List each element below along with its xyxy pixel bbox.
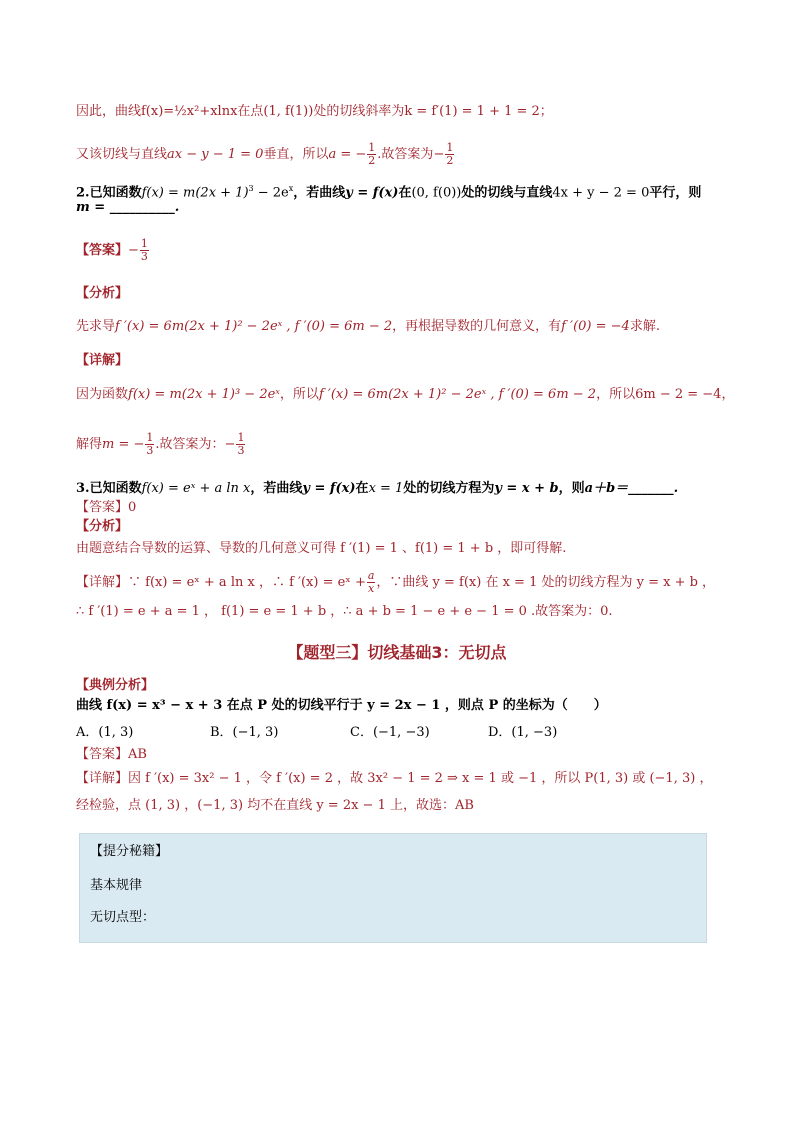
tip-box <box>79 833 707 943</box>
q3-answer: 【答案】0 <box>76 500 137 515</box>
p1-line2: 又该切线与直线ax − y − 1 = 0垂直，所以a = − $\frac{1}{2}$ .故答案为− $\frac{1}{2}$ <box>76 141 454 167</box>
q2-stem-line1: 2.已知函数$f(x) = m(2x + 1)^3 - 2e^x$，若曲线y = f(x)在(0, f(0))处的切线与直线4x + y − 2 = 0平行，则 <box>76 184 702 201</box>
q2-solve: 解得m = − $\frac{1}{3}$ .故答案为：− $\frac{1}{3}$ <box>76 431 245 457</box>
q3-analysis-tag: 【分析】 <box>76 519 129 534</box>
example-detail-line1: 【详解】因 f ′(x) = 3x² − 1 ，令 f ′(x) = 2 ，故 3x² − 1 = 2 ⇒ x = 1 或 −1 ，所以 P(1, 3) 或 (−1, 3) ， <box>76 771 713 786</box>
q2-answer: 【答案】− $\frac{1}{3}$ <box>76 237 148 263</box>
q3-stem: 3.已知函数f(x) = eˣ + a ln x，若曲线y = f(x)在x = 1处的切线方程为y = x + b，则a＋b＝_______. <box>76 481 679 496</box>
section-title: 【题型三】切线基础3：无切点 <box>287 643 507 662</box>
tip-box-line1: 基本规律 <box>90 878 143 893</box>
option-c: C．(−1, −3) <box>350 725 430 740</box>
q3-detail-line1: 【详解】∵ f(x) = eˣ + a ln x ，∴ f ′(x) = eˣ + $\frac{a}{x}$ ，∵曲线 y = f(x) 在 x = 1 处的切线方程为 y = x + b ， <box>76 569 716 595</box>
q2-analysis: 先求导f ′(x) = 6m(2x + 1)² − 2eˣ , f ′(0) = 6m − 2，再根据导数的几何意义，有f ′(0) = −4求解. <box>76 319 660 334</box>
q2-detail: 因为函数f(x) = m(2x + 1)³ − 2eˣ，所以f ′(x) = 6m(2x + 1)² − 2eˣ , f ′(0) = 6m − 2，所以6m − 2 = −4， <box>76 387 735 402</box>
option-a: A．(1, 3) <box>76 725 134 740</box>
q2-detail-tag: 【详解】 <box>76 353 129 368</box>
example-question: 曲线 f(x) = x³ − x + 3 在点 P 处的切线平行于 y = 2x − 1 ，则点 P 的坐标为（ ） <box>76 698 607 713</box>
tip-box-line2: 无切点型： <box>90 910 156 925</box>
p1-line1: 因此，曲线f(x)=½x²+xlnx在点(1, f(1))处的切线斜率为k = f′(1) = 1 + 1 = 2； <box>76 104 553 119</box>
example-detail-line2: 经检验，点 (1, 3) ，(−1, 3) 均不在直线 y = 2x − 1 上，故选：AB <box>76 798 474 813</box>
example-tag: 【典例分析】 <box>76 678 155 693</box>
q3-detail-line2: ∴ f ′(1) = e + a = 1 ， f(1) = e = 1 + b ，∴ a + b = 1 − e + e − 1 = 0 .故答案为：0. <box>76 604 613 619</box>
q3-analysis: 由题意结合导数的运算、导数的几何意义可得 f ′(1) = 1 、f(1) = 1 + b ，即可得解. <box>76 541 567 556</box>
q2-stem-line2: m = __________. <box>76 200 180 215</box>
example-answer: 【答案】AB <box>76 747 147 762</box>
option-b: B．(−1, 3) <box>210 725 279 740</box>
tip-box-title: 【提分秘籍】 <box>90 844 169 859</box>
option-d: D．(1, −3) <box>488 725 558 740</box>
q2-analysis-tag: 【分析】 <box>76 286 129 301</box>
